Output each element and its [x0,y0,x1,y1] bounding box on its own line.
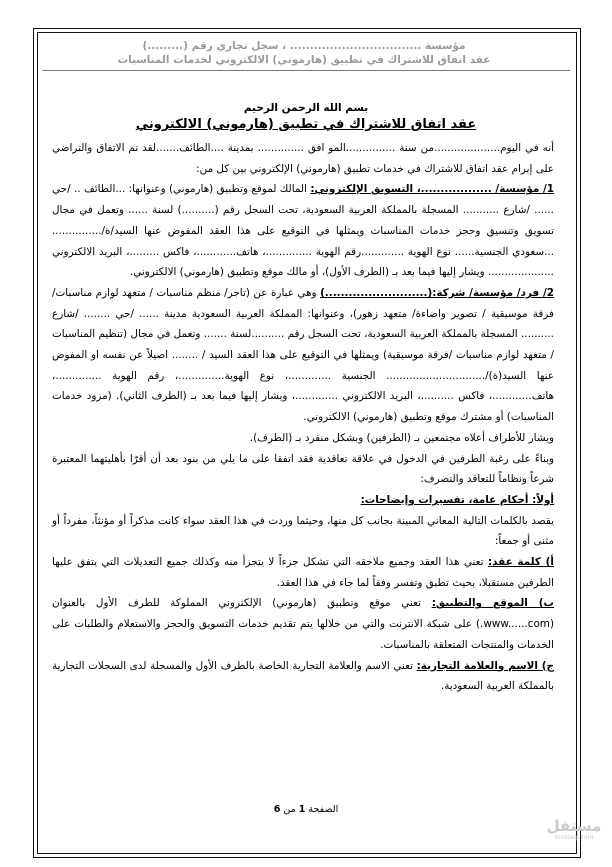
definition-a-label: أ) كلمة عقد: [487,556,554,569]
definition-b-text: تعني موقع وتطبيق (هارموني) الإلكتروني المملوكة للطرف الأول بالعنوان (www......com.) على شبكة الانترنت والتي من خلالها يتم تقديم خدمات التسويق والحجز والاستعلام والطلبات على الخدمات والمنتجات المتعلقة بالمناسبات. [52,597,554,651]
page-number-separator: من [283,804,296,815]
header-contract-line: عقد اتفاق للاشتراك في تطبيق (هارموني) الالكتروني لخدمات المناسبات [117,54,491,66]
header-company-line: مؤسسة ................................. ، سجل تجاري رقم (.........) [142,40,466,52]
definition-c [52,656,554,697]
basmala: بسم الله الرحمن الرحيم [243,102,369,114]
header-divider [42,70,570,71]
page-number-current: 1 [298,804,306,815]
general-intro-paragraph: يقصد بالكلمات التالية المعاني المبينة بجانب كل منها، وحيثما وردت في هذا العقد سواء كانت مذكراً أو مؤنثاً، مفرداً أو مثنى أو جمعاً: [52,514,554,548]
definition-a-text: تعني هذا العقد وجميع ملاحقه التي تشكل جزءاً لا يتجزأ منه وكذلك جميع التعديلات التي يتفق عليها الطرفين مستقبلا، بحيث تطبق وتفسر وفقاً لما جاء في هذا العقد. [52,556,554,589]
watermark-domain: mostaql.com [554,834,594,841]
definition-a [52,552,554,593]
definition-b [52,593,554,655]
definition-b-label: ب) الموقع والتطبيق: [431,597,554,610]
contract-body [52,138,554,697]
whereas-paragraph: وبناءً على رغبة الطرفين في الدخول في علاقة تعاقدية فقد اتفقا على ما يلي من بنود بعد أن أقرّا بأهليتهما المعتبرة شرعاً ونظاماً للتعاقد والتصرف: [52,452,554,486]
party-two-paragraph [52,283,554,428]
watermark-mark: مستقل [546,817,602,835]
document-title: عقد اتفاق للاشتراك في تطبيق (هارموني) الالكتروني [135,117,477,132]
party-two-text: وهي عبارة عن (تاجر/ منظم مناسبات / متعهد لوازم مناسبات/ فرقة موسيقية / تصوير واضاءة/ متعهد زهور)، وعنوانها: المملكة العربية السعودية مدينة ...... /حي ........ /شارع .......... المسجلة بالمملكة العربية السعودية، تحت السجل رقم ..........لسنة ....... وتعمل في مجال (تنظيم المناسبات / متعهد لوازم مناسبات /فرقة موسيقية) ويمثلها في التوقيع على هذا العقد السيد / ........ اصيلاً عن نفسه او المفوض عنها السيد(ة)/.............................. الجنسية .............، نوع الهوية..............، رقم الهوية ..............، هاتف............، فاكس ..........، البريد الالكتروني .............، ويشار إليها فيما بعد بـ (الطرف الثاني). (مزود خدمات المناسبات) أو مشترك موقع وتطبيق (هارموني) الالكتروني. [52,286,554,424]
page-number-total: 6 [273,804,281,815]
party-two-heading: 2/ فرد/ مؤسسة/ شركة:(..........................) [320,286,555,299]
definition-c-text: تعني الاسم والعلامة التجارية الخاصة بالطرف الأول والمسجلة لدى السجلات التجارية بالمملكة العربية السعودية. [52,659,554,693]
watermark-logo [545,818,603,864]
page-number-prefix: الصفحة [308,804,339,815]
party-one-text: المالك لموقع وتطبيق (هارموني) وعنوانها: ...الطائف .. /حي ...... /شارع ........... المسجلة بالمملكة العربية السعودية، تحت السجل رقم (..........) لسنة ...... وتعمل في مجال تسويق وتنسيق وحجز خدمات المناسبات ويمثلها في التوقيع على هذا العقد المفوض عنها السيد/ة/............... ...سعودي الجنسية...... نوع الهوية .............رقم الهوية ..............، هاتف............، فاكس .........، البريد الالكتروني .................... ويشار إليها فيما بعد بـ (الطرف الأول)، أو مالك موقع وتطبيق (هارموني) الالكتروني. [52,183,554,279]
party-one-heading: 1/ مؤسسة/ ..................، التسويق الإلكتروني: [310,183,554,196]
general-provisions-heading: أولاً: أحكام عامة، تفسيرات وإيضاحات: [360,493,554,506]
party-one-paragraph [52,179,554,283]
parties-paragraph: ويشار للأطراف أعلاه مجتمعين بـ (الطرفين) وبشكل منفرد بـ (الطرف). [249,431,554,444]
definition-c-label: ج) الاسم والعلامة التجارية: [416,659,555,672]
page-footer [0,804,612,815]
intro-paragraph: أنه في اليوم....................من سنة ...............المو افق .............. بمدينة ....الطائف.......لقد تم الاتفاق والتراضي على إبرام عقد اتفاق للاشتراك في خدمات تطبيق (هارموني) الإلكتروني بين كل من: [52,142,554,175]
